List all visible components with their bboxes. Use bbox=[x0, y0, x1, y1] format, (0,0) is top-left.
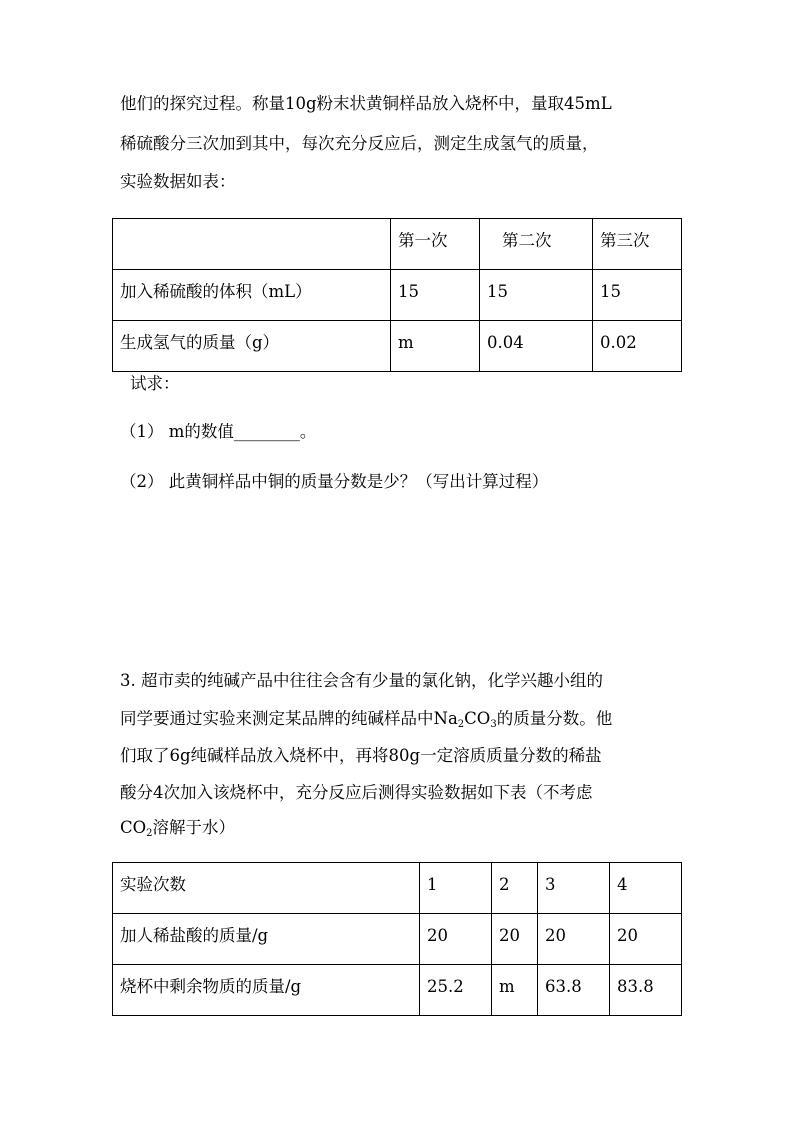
table-cell: 加入稀硫酸的体积（mL） bbox=[113, 270, 391, 321]
table-cell: 0.02 bbox=[593, 321, 682, 372]
table-row bbox=[113, 270, 682, 321]
table-cell bbox=[113, 219, 391, 270]
table-cell: 0.04 bbox=[480, 321, 593, 372]
table-cell: 生成氢气的质量（g） bbox=[113, 321, 391, 372]
table-header-cell: 第一次 bbox=[391, 219, 480, 270]
p2-data-table bbox=[112, 218, 682, 372]
table-row bbox=[113, 863, 682, 914]
table-cell: 加人稀盐酸的质量/g bbox=[113, 914, 420, 965]
table-cell: 15 bbox=[593, 270, 682, 321]
table-cell: m bbox=[492, 965, 538, 1016]
table-header-cell: 第三次 bbox=[593, 219, 682, 270]
table-header-cell: 3 bbox=[538, 863, 610, 914]
table-row bbox=[113, 965, 682, 1016]
p3-line-2: 同学要通过实验来测定某品牌的纯碱样品中$Na_2CO_3$的质量分数。他 bbox=[120, 709, 613, 730]
p3-line-1: 3. 超市卖的纯碱产品中往往会含有少量的氯化钠，化学兴趣小组的 bbox=[120, 671, 603, 690]
table-header-cell: 4 bbox=[610, 863, 682, 914]
table-cell: 63.8 bbox=[538, 965, 610, 1016]
table-header-cell: 2 bbox=[492, 863, 538, 914]
p3-data-table bbox=[112, 862, 682, 1016]
p2-question-2: （2） 此黄铜样品中铜的质量分数是少？（写出计算过程） bbox=[120, 472, 549, 491]
table-cell: m bbox=[391, 321, 480, 372]
table-row bbox=[113, 219, 682, 270]
table-cell: 20 bbox=[538, 914, 610, 965]
table-cell: 15 bbox=[391, 270, 480, 321]
p3-line-5: $CO_2$溶解于水） bbox=[120, 818, 236, 839]
table-cell: 烧杯中剩余物质的质量/g bbox=[113, 965, 420, 1016]
p2-question-1: （1） m的数值________。 bbox=[120, 422, 317, 441]
table-cell: 25.2 bbox=[420, 965, 492, 1016]
table-cell: 15 bbox=[480, 270, 593, 321]
table-cell: 20 bbox=[610, 914, 682, 965]
table-row bbox=[113, 321, 682, 372]
table-header-cell: 1 bbox=[420, 863, 492, 914]
table-row bbox=[113, 914, 682, 965]
table-header-cell: 第二次 bbox=[480, 219, 593, 270]
p3-line-4: 酸分4次加入该烧杯中，充分反应后测得实验数据如下表（不考虑 bbox=[120, 783, 593, 802]
p3-line-3: 们取了6g纯碱样品放入烧杯中，再将80g一定溶质质量分数的稀盐 bbox=[120, 746, 602, 765]
p2-line-2: 稀硫酸分三次加到其中，每次充分反应后，测定生成氢气的质量， bbox=[120, 134, 599, 153]
table-cell: 83.8 bbox=[610, 965, 682, 1016]
table-cell: 20 bbox=[492, 914, 538, 965]
p2-ask: 试求： bbox=[130, 374, 180, 393]
p2-line-1: 他们的探究过程。称量10g粉末状黄铜样品放入烧杯中，量取45mL bbox=[120, 94, 612, 113]
p2-line-3: 实验数据如表： bbox=[120, 172, 236, 191]
table-header-cell: 实验次数 bbox=[113, 863, 420, 914]
table-cell: 20 bbox=[420, 914, 492, 965]
